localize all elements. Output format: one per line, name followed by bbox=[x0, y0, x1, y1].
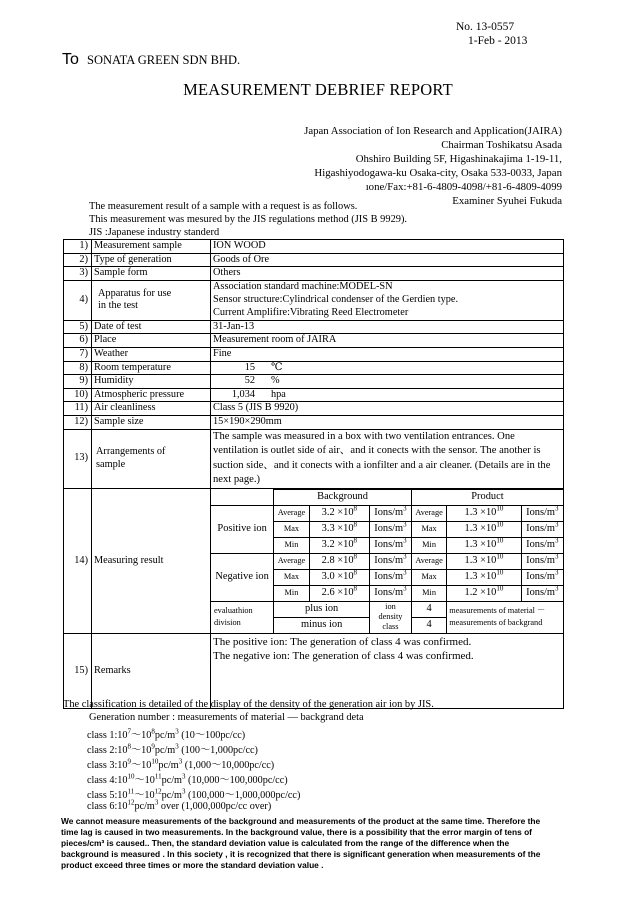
stat-label: Min bbox=[274, 537, 309, 553]
bg-value: $2.8 \times 10^8$ bbox=[309, 553, 369, 569]
stat-label: Max bbox=[411, 521, 446, 537]
org-address-2: Higashiyodogawa-ku Osaka-city, Osaka 533-0033, Japan bbox=[314, 167, 562, 179]
classification-intro: The classification is detailed of the display of the density of the generation air ion by JIS. bbox=[63, 699, 434, 710]
table-row bbox=[64, 267, 564, 281]
row-number: 2) bbox=[64, 253, 92, 267]
class-line: class $6:10^{12}pc/m^3$ over (1,000,000pc/cc over) bbox=[87, 798, 272, 812]
stat-label: Max bbox=[274, 521, 309, 537]
table-row bbox=[64, 240, 564, 254]
row-number: 3) bbox=[64, 267, 92, 281]
row-number: 9) bbox=[64, 375, 92, 389]
remarks-content bbox=[211, 633, 564, 708]
row-label: Sample form bbox=[92, 267, 211, 281]
report-table bbox=[63, 239, 564, 709]
stat-label: Max bbox=[274, 569, 309, 585]
temperature-unit: ℃ bbox=[271, 361, 283, 373]
document-number: No. 13-0557 bbox=[456, 21, 515, 33]
product-value: $1.3 \times 10^{10}$ bbox=[447, 569, 521, 585]
table-row bbox=[64, 347, 564, 361]
product-value: $1.3 \times 10^{10}$ bbox=[447, 521, 521, 537]
row-label: Remarks bbox=[92, 633, 211, 708]
org-phone: ıone/Fax:+81-6-4809-4098/+81-6-4809-4099 bbox=[365, 181, 562, 193]
measurement-table bbox=[211, 489, 563, 633]
row-number: 6) bbox=[64, 334, 92, 348]
stat-label: Min bbox=[411, 585, 446, 601]
pressure-unit: hpa bbox=[271, 388, 286, 400]
evaluation-row bbox=[211, 601, 563, 617]
table-row bbox=[64, 429, 564, 488]
row-value: 31-Jan-13 bbox=[211, 320, 564, 334]
apparatus-amplifier: Current Amplifire:Vibrating Reed Electrometer bbox=[213, 306, 409, 318]
unit: Ions/$m^3$ bbox=[370, 505, 412, 521]
row-number: 4) bbox=[64, 280, 92, 320]
unit: Ions/$m^3$ bbox=[370, 521, 412, 537]
recipient-name: SONATA GREEN SDN BHD. bbox=[87, 53, 241, 67]
unit: Ions/$m^3$ bbox=[521, 537, 563, 553]
product-value: $1.2 \times 10^{10}$ bbox=[447, 585, 521, 601]
table-row bbox=[64, 402, 564, 416]
row-number: 7) bbox=[64, 347, 92, 361]
density-class-label: ion density class bbox=[370, 601, 412, 633]
unit: Ions/$m^3$ bbox=[370, 585, 412, 601]
background-header: Background bbox=[274, 489, 412, 505]
humidity-unit: % bbox=[271, 375, 280, 387]
class-line: class $1:10^7\sim 10^8pc/m^3$ (10～100pc/cc) bbox=[87, 727, 246, 741]
bg-value: $3.2 \times 10^8$ bbox=[309, 537, 369, 553]
row-label: Room temperature bbox=[92, 361, 211, 375]
row-label: Date of test bbox=[92, 320, 211, 334]
table-row bbox=[64, 388, 564, 402]
stat-label: Average bbox=[411, 505, 446, 521]
plus-ion-label: plus ion bbox=[274, 601, 370, 617]
row-number: 10) bbox=[64, 388, 92, 402]
positive-ion-label: Positive ion bbox=[211, 505, 274, 553]
row-label: Measurement sample bbox=[92, 240, 211, 254]
intro-line-1: The measurement result of a sample with a request is as follows. bbox=[89, 201, 358, 212]
row-value bbox=[211, 361, 564, 375]
bg-value: $2.6 \times 10^8$ bbox=[309, 585, 369, 601]
row-value: Fine bbox=[211, 347, 564, 361]
table-row bbox=[64, 320, 564, 334]
bg-value: $3.0 \times 10^8$ bbox=[309, 569, 369, 585]
minus-ion-label: minus ion bbox=[274, 617, 370, 633]
minus-class-value: 4 bbox=[411, 617, 446, 633]
class-line: class $2:10^8\sim 10^9pc/m^3$ (100～1,000pc/cc) bbox=[87, 742, 258, 756]
row-label: Air cleanliness bbox=[92, 402, 211, 416]
intro-line-3: JIS :Japanese industry standerd bbox=[89, 227, 220, 238]
measure-row bbox=[211, 505, 563, 521]
unit: Ions/$m^3$ bbox=[370, 537, 412, 553]
row-label: Sample size bbox=[92, 415, 211, 429]
row-label: Type of generation bbox=[92, 253, 211, 267]
org-name: Japan Association of Ion Research and Application(JAIRA) bbox=[304, 125, 562, 137]
row-number: 14) bbox=[64, 488, 92, 633]
class-line: class $3:10^9\sim 10^{10}pc/m^3$ (1,000～10,000pc/cc) bbox=[87, 757, 275, 771]
row-value bbox=[211, 375, 564, 389]
evaluation-note: measurements of material － measurements of backgrand bbox=[447, 601, 563, 633]
table-row bbox=[64, 488, 564, 633]
product-value: $1.3 \times 10^{10}$ bbox=[447, 553, 521, 569]
row-number: 5) bbox=[64, 320, 92, 334]
apparatus-machine: Association standard machine:MODEL-SN bbox=[213, 281, 393, 293]
measure-row bbox=[211, 553, 563, 569]
row-label: Weather bbox=[92, 347, 211, 361]
stat-label: Average bbox=[274, 553, 309, 569]
row-value: Class 5 (JIS B 9920) bbox=[211, 402, 564, 416]
row-number: 12) bbox=[64, 415, 92, 429]
row-value bbox=[211, 280, 564, 320]
row-label: Place bbox=[92, 334, 211, 348]
stat-label: Min bbox=[274, 585, 309, 601]
row-label: Arrangements of sample bbox=[92, 429, 211, 488]
stat-label: Min bbox=[411, 537, 446, 553]
unit: Ions/$m^3$ bbox=[370, 553, 412, 569]
row-value: Goods of Ore bbox=[211, 253, 564, 267]
unit: Ions/$m^3$ bbox=[521, 553, 563, 569]
unit: Ions/$m^3$ bbox=[521, 521, 563, 537]
unit: Ions/$m^3$ bbox=[521, 569, 563, 585]
unit: Ions/$m^3$ bbox=[521, 505, 563, 521]
pressure-value: 1,034 bbox=[231, 388, 255, 400]
product-value: $1.3 \times 10^{10}$ bbox=[447, 537, 521, 553]
to-prefix: To bbox=[62, 51, 79, 68]
stat-label: Average bbox=[411, 553, 446, 569]
row-value: 15×190×290mm bbox=[211, 415, 564, 429]
generation-number: Generation number : measurements of material ― backgrand deta bbox=[89, 712, 364, 723]
table-row bbox=[64, 334, 564, 348]
row-number: 13) bbox=[64, 429, 92, 488]
row-number: 11) bbox=[64, 402, 92, 416]
row-label: Atmospheric pressure bbox=[92, 388, 211, 402]
product-header: Product bbox=[411, 489, 563, 505]
row-value bbox=[211, 388, 564, 402]
negative-ion-label: Negative ion bbox=[211, 553, 274, 601]
org-address-1: Ohshiro Building 5F, Higashinakajima 1-19-11, bbox=[355, 153, 562, 165]
table-row bbox=[64, 253, 564, 267]
footnote: We cannot measure measurements of the background and measurements of the product at the same time. Therefore the time lag is caused in two measurements. In the background value, there is a possibility that the error margin of tens of pieces/cm³ is caused.. Then, the standard deviation value is calculated from the range of the difference when the background is measured . In this society , it is recognized that there is significant generation when measurements of the product exceed three times or more the standard deviation value . bbox=[61, 816, 541, 870]
product-value: $1.3 \times 10^{10}$ bbox=[447, 505, 521, 521]
intro-line-2: This measurement was mesured by the JIS regulations method (JIS B 9929). bbox=[89, 214, 408, 225]
humidity-value: 52 bbox=[244, 375, 255, 387]
bg-value: $3.3 \times 10^8$ bbox=[309, 521, 369, 537]
table-row bbox=[64, 375, 564, 389]
bg-value: $3.2 \times 10^8$ bbox=[309, 505, 369, 521]
stat-label: Average bbox=[274, 505, 309, 521]
evaluation-division-label: evaluathion division bbox=[211, 601, 274, 633]
unit: Ions/$m^3$ bbox=[370, 569, 412, 585]
unit: Ions/$m^3$ bbox=[521, 585, 563, 601]
row-number: 15) bbox=[64, 633, 92, 708]
row-number: 1) bbox=[64, 240, 92, 254]
row-value: Others bbox=[211, 267, 564, 281]
temperature-value: 15 bbox=[244, 361, 255, 373]
table-row bbox=[64, 633, 564, 708]
document-date: 1-Feb - 2013 bbox=[468, 35, 528, 47]
table-row bbox=[64, 280, 564, 320]
row-value: Measurement room of JAIRA bbox=[211, 334, 564, 348]
measure-header-row bbox=[211, 489, 563, 505]
plus-class-value: 4 bbox=[411, 601, 446, 617]
table-row bbox=[64, 361, 564, 375]
org-chairman: Chairman Toshikatsu Asada bbox=[441, 139, 562, 151]
org-examiner: Examiner Syuhei Fukuda bbox=[452, 195, 562, 207]
class-line: class $4:10^{10}\sim 10^{11}pc/m^3$ (10,000～100,000pc/cc) bbox=[87, 772, 288, 786]
table-row bbox=[64, 415, 564, 429]
row-label: Apparatus for use in the test bbox=[92, 280, 211, 320]
row-label: Measuring result bbox=[92, 488, 211, 633]
stat-label: Max bbox=[411, 569, 446, 585]
remarks-positive: The positive ion: The generation of class 4 was confirmed. bbox=[213, 635, 472, 648]
measurement-results bbox=[211, 488, 564, 633]
arrangement-description: The sample was measured in a box with two ventilation entrances. One ventilation is outlet side of air、and it conects with the sensor. The another is suction side、and it conects with a ionfilter and a air cleaner. (Details are in the next page.) bbox=[211, 429, 564, 488]
row-number: 8) bbox=[64, 361, 92, 375]
row-label: Humidity bbox=[92, 375, 211, 389]
apparatus-sensor: Sensor structure:Cylindrical condenser of the Gerdien type. bbox=[213, 293, 459, 305]
row-value: ION WOOD bbox=[211, 240, 564, 254]
remarks-negative: The negative ion: The generation of class 4 was confirmed. bbox=[213, 649, 474, 662]
class-line: class $5:10^{11}\sim 10^{12}pc/m^3$ (100,000～1,000,000pc/cc) bbox=[87, 787, 301, 801]
report-title: MEASUREMENT DEBRIEF REPORT bbox=[183, 80, 453, 99]
